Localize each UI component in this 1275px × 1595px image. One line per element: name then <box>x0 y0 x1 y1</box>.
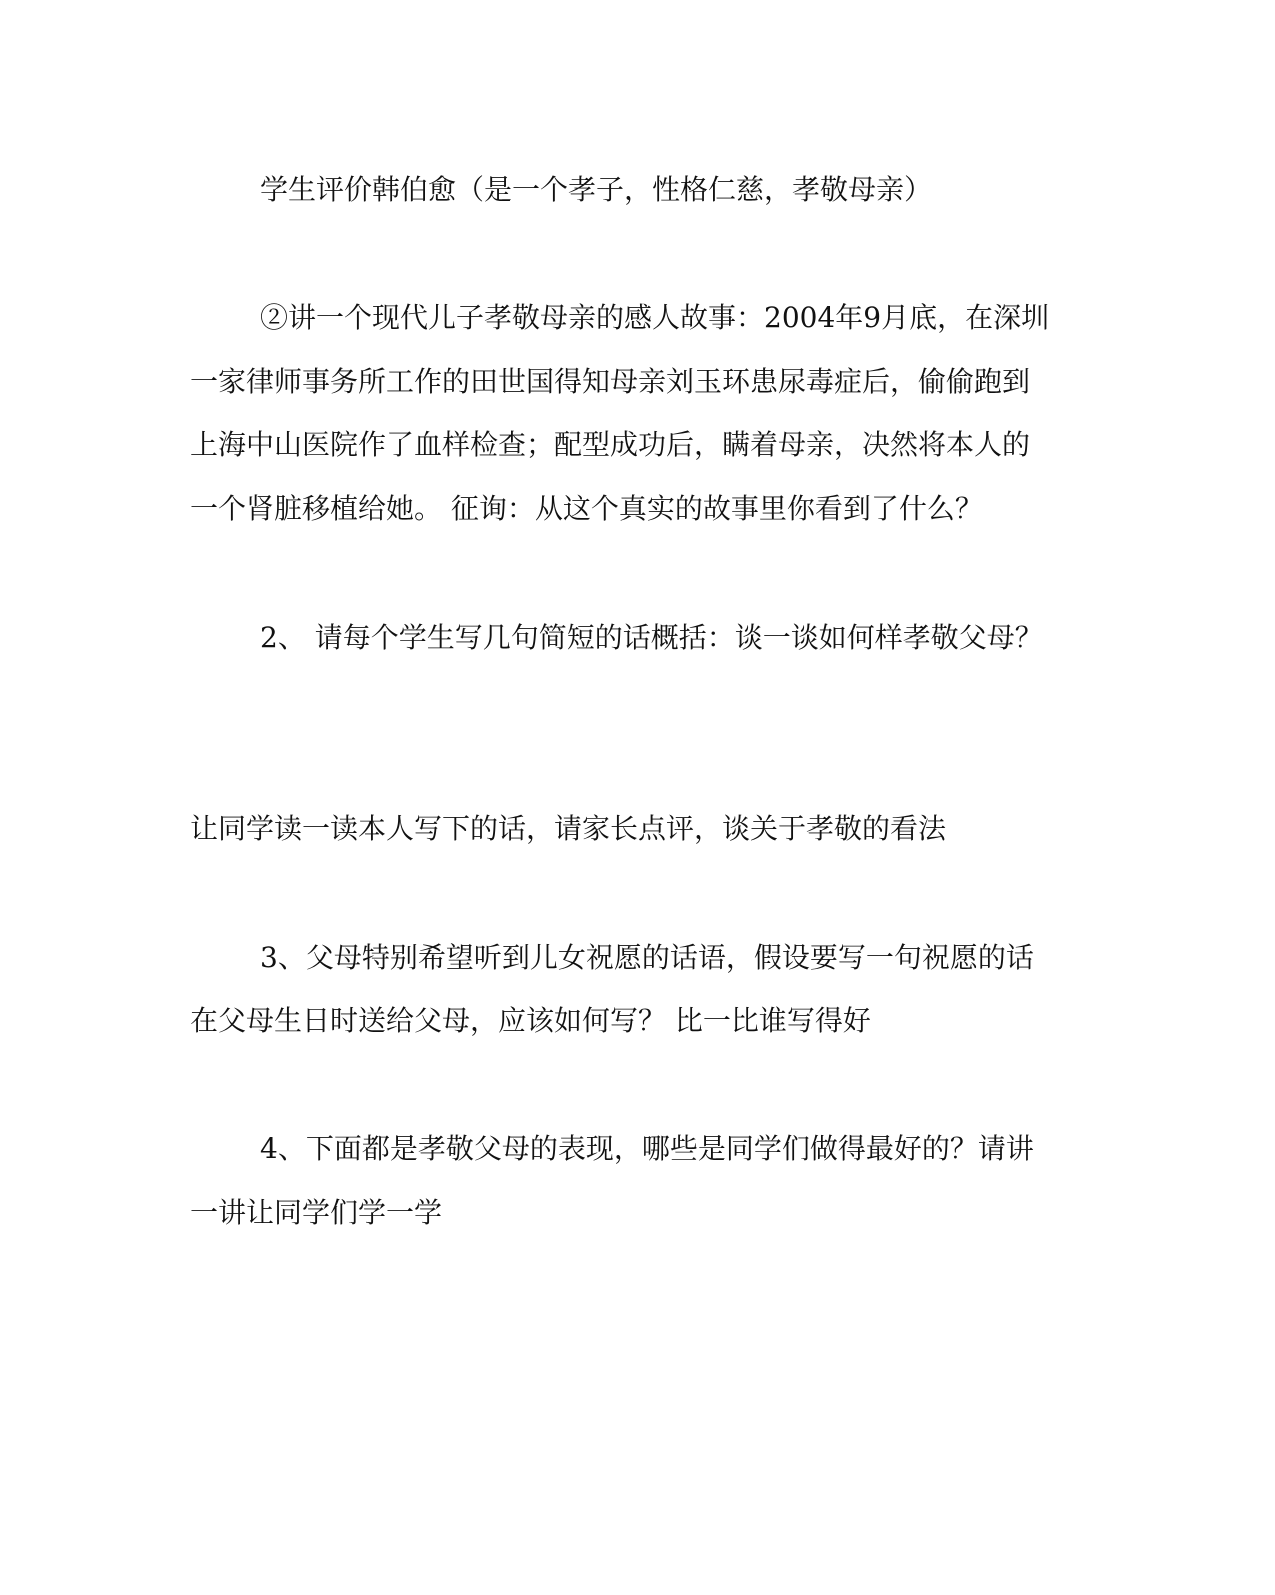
paragraph-line: 一家律师事务所工作的田世国得知母亲刘玉环患尿毒症后，偷偷跑到 <box>190 365 1031 398</box>
paragraph-line: ②讲一个现代儿子孝敬母亲的感人故事：2004年9月底，在深圳 <box>260 301 1050 334</box>
paragraph-line: 2、 请每个学生写几句简短的话概括：谈一谈如何样孝敬父母？ <box>260 621 1043 654</box>
paragraph-line: 4、下面都是孝敬父母的表现，哪些是同学们做得最好的？请讲 <box>260 1132 1034 1165</box>
paragraph-line: 3、父母特别希望听到儿女祝愿的话语，假设要写一句祝愿的话 <box>260 941 1034 974</box>
paragraph-line: 一个肾脏移植给她。 征询：从这个真实的故事里你看到了什么？ <box>190 492 983 525</box>
paragraph-line: 在父母生日时送给父母，应该如何写？ 比一比谁写得好 <box>190 1004 871 1037</box>
paragraph-line: 一讲让同学们学一学 <box>190 1196 443 1229</box>
paragraph-line: 上海中山医院作了血样检查；配型成功后，瞒着母亲，决然将本人的 <box>190 428 1031 461</box>
paragraph-line: 学生评价韩伯愈（是一个孝子，性格仁慈，孝敬母亲） <box>260 173 933 206</box>
paragraph-line: 让同学读一读本人写下的话，请家长点评，谈关于孝敬的看法 <box>190 812 947 845</box>
